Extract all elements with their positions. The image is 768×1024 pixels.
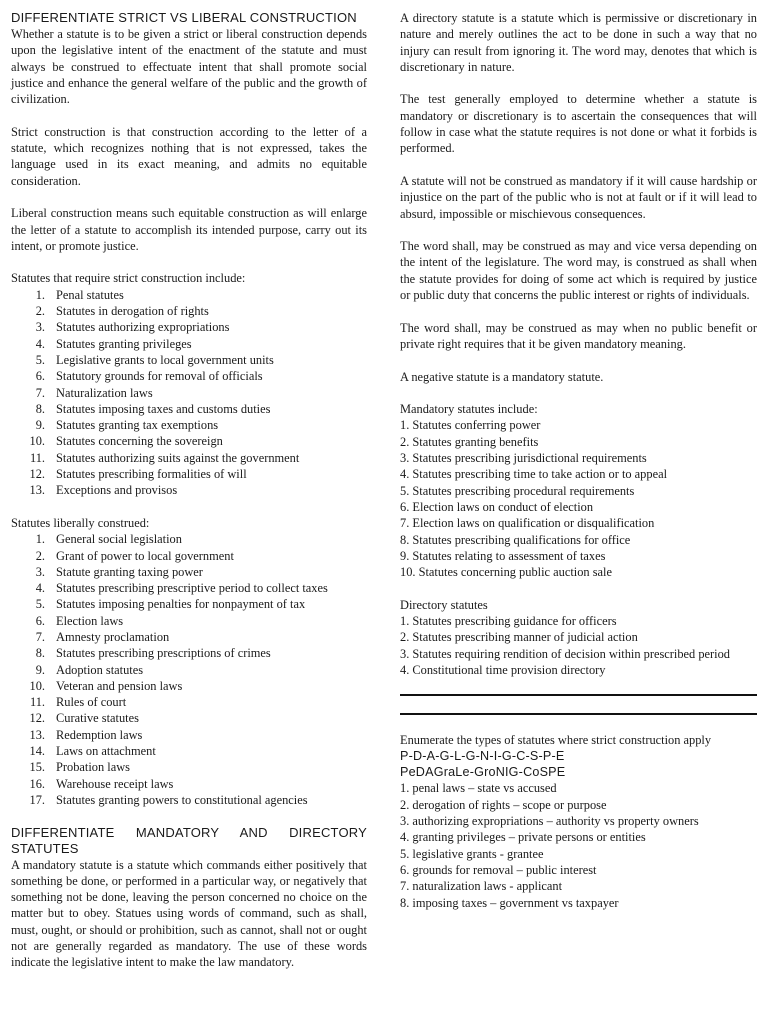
list-number: 1. [35,532,45,547]
liberal-list-item [11,694,367,710]
list-number: 17. [29,792,45,807]
mandatory-list-item: 2. Statutes granting benefits [400,434,539,449]
directory-list-item: 3. Statutes requiring rendition of decision within prescribed period [400,646,730,661]
list-number: 8. [35,401,45,416]
directory-list-item: 4. Constitutional time provision directory [400,662,606,677]
mandatory-list-item: 6. Election laws on conduct of election [400,499,594,514]
list-number: 9. [35,418,45,433]
list-text: Warehouse receipt laws [56,776,174,791]
liberal-list-intro: Statutes liberally construed: [11,515,150,530]
mandatory-statutes-list [400,417,757,580]
liberal-list-item [11,580,367,596]
list-number: 13. [29,727,45,742]
mandatory-list-item: 4. Statutes prescribing time to take action or to appeal [400,467,668,482]
list-text: Statutes in derogation of rights [56,304,209,319]
list-text: Statutes authorizing suits against the government [56,450,300,465]
list-number: 3. [35,564,45,579]
paragraph-shall-may: The word shall, may be construed as may and vice versa depending on the intent of the legislature. The word may, is construed as shall when the statute provides for doing of some act which is required by justice or public duty that concerns the public interest or rights of individuals. [400,239,757,303]
list-text: Legislative grants to local government units [56,352,274,367]
strict-list-item [11,336,367,352]
paragraph-directory-statute: A directory statute is a statute which is permissive or discretionary in nature and merely outlines the act to be done in such a way that no injury can result from ignoring it. The word may, denotes that which is discretionary in nature. [400,11,757,74]
paragraph-hardship: A statute will not be construed as mandatory if it will cause hardship or injustice on the part of the public who is not at fault or if it will lead to absurd, impossible or mischievous consequences. [400,173,757,221]
mandatory-list-item: 3. Statutes prescribing jurisdictional requirements [400,451,647,466]
list-text: Statutes granting privileges [56,336,192,351]
mandatory-list-intro: Mandatory statutes include: [400,402,538,417]
mnemonic-word: PeDAGraLe-GroNIG-CoSPE [400,765,566,780]
list-text: Election laws [56,613,124,628]
liberal-list-item [11,727,367,743]
list-number: 10. [29,434,45,449]
list-number: 11. [29,695,45,710]
list-number: 9. [35,662,45,677]
strict-list-item [11,303,367,319]
strict-list-item [11,417,367,433]
list-number: 1. [35,287,45,302]
list-number: 7. [35,629,45,644]
list-text: Laws on attachment [56,744,156,759]
list-text: General social legislation [56,532,182,547]
liberal-list-item [11,548,367,564]
paragraph-negative-statute: A negative statute is a mandatory statute. [400,369,604,384]
strict-list-item [11,287,367,303]
liberal-list-item [11,743,367,759]
liberal-list-item [11,564,367,580]
list-number: 16. [29,776,45,791]
list-text: Statutes prescribing formalities of will [56,467,247,482]
list-text: Adoption statutes [56,662,144,677]
list-text: Rules of court [56,695,127,710]
list-text: Statutes imposing penalties for nonpayment of tax [56,597,306,612]
list-text: Statutes prescribing prescriptive period to collect taxes [56,581,328,596]
directory-statutes-list [400,613,757,678]
list-number: 5. [35,352,45,367]
strict-list-item [11,319,367,335]
list-number: 10. [29,678,45,693]
paragraph-test: The test generally employed to determine whether a statute is mandatory or discretionary is to ascertain the consequences that will follow in case what the statute requires is not done or what it forbids is performed. [400,92,757,156]
mandatory-list-item: 8. Statutes prescribing qualifications for office [400,532,631,547]
liberal-list-item [11,792,367,808]
strict-list-item [11,401,367,417]
liberal-list-item [11,596,367,612]
list-number: 2. [35,304,45,319]
list-text: Statutes imposing taxes and customs duties [56,401,271,416]
list-text: Probation laws [56,760,130,775]
list-number: 14. [29,744,45,759]
list-number: 12. [29,467,45,482]
strict-list-item [11,466,367,482]
list-number: 2. [35,548,45,563]
liberal-list-item [11,710,367,726]
list-number: 11. [29,450,45,465]
list-text: Curative statutes [56,711,139,726]
heading-strict-vs-liberal: DIFFERENTIATE STRICT VS LIBERAL CONSTRUCTION [11,10,357,25]
list-number: 12. [29,711,45,726]
strict-construction-list [11,287,367,499]
paragraph-intent: Whether a statute is to be given a strict or liberal construction depends upon the legislative intent of the enactment of the statute and must always be construed to effectuate intent that shall promote social justice and enhance the general welfare of the public and the growth of civilization. [11,27,367,107]
list-text: Amnesty proclamation [56,629,170,644]
list-number: 8. [35,646,45,661]
strict-list-intro: Statutes that require strict construction include: [11,271,246,286]
liberal-list-item [11,629,367,645]
enumerate-list-item: 6. grounds for removal – public interest [400,862,597,877]
list-number: 15. [29,760,45,775]
list-text: Grant of power to local government [56,548,234,563]
enumerate-list-item: 2. derogation of rights – scope or purpose [400,797,607,812]
list-number: 4. [35,336,45,351]
left-column [11,10,367,971]
list-text: Penal statutes [56,287,124,302]
heading-mandatory-vs-directory: DIFFERENTIATE MANDATORY AND DIRECTORY STATUTES [11,824,367,856]
enumerate-list-item: 1. penal laws – state vs accused [400,781,557,796]
directory-list-intro: Directory statutes [400,597,488,612]
list-number: 6. [35,613,45,628]
list-text: Statutory grounds for removal of officials [56,369,263,384]
paragraph-mandatory-statute: A mandatory statute is a statute which commands either positively that something be done, or performed in a particular way, or negatively that something not be done, leaving the person concerned no choice on the matter but to obey. Statues using words of command, such as shall, must, ought, or should or prohibition, such as cannot, shall not or ought not are generally regarded as mandatory. The use of these words indicate the legislative intent to make the law mandatory. [11,857,367,970]
mandatory-list-item: 5. Statutes prescribing procedural requirements [400,483,635,498]
liberal-list-item [11,776,367,792]
enumerate-title: Enumerate the types of statutes where strict construction apply [400,733,712,748]
enumerate-list [400,780,757,910]
list-number: 5. [35,597,45,612]
mandatory-list-item: 10. Statutes concerning public auction sale [400,565,612,580]
liberal-list-item [11,759,367,775]
right-column [400,10,757,911]
liberal-construction-list [11,531,367,808]
list-number: 7. [35,385,45,400]
list-text: Statutes granting powers to constitutional agencies [56,792,308,807]
enumerate-list-item: 4. granting privileges – private persons or entities [400,830,646,845]
liberal-list-item [11,531,367,547]
strict-list-item [11,433,367,449]
liberal-list-item [11,645,367,661]
strict-list-item [11,385,367,401]
liberal-list-item [11,613,367,629]
list-number: 13. [29,483,45,498]
list-number: 4. [35,581,45,596]
list-number: 6. [35,369,45,384]
list-text: Redemption laws [56,727,143,742]
directory-list-item: 1. Statutes prescribing guidance for officers [400,613,617,628]
list-number: 3. [35,320,45,335]
list-text: Veteran and pension laws [56,678,183,693]
mandatory-list-item: 9. Statutes relating to assessment of taxes [400,548,606,563]
mnemonic-letters: P-D-A-G-L-G-N-I-G-C-S-P-E [400,749,565,764]
paragraph-shall-as-may: The word shall, may be construed as may when no public benefit or private right requires that it be given mandatory meaning. [400,320,757,351]
strict-list-item [11,450,367,466]
liberal-list-item [11,678,367,694]
enumerate-list-item: 3. authorizing expropriations – authority vs property owners [400,814,699,829]
mandatory-list-item: 1. Statutes conferring power [400,418,541,433]
strict-list-item [11,352,367,368]
enumerate-list-item: 7. naturalization laws - applicant [400,879,563,894]
list-text: Statutes concerning the sovereign [56,434,223,449]
mandatory-list-item: 7. Election laws on qualification or disqualification [400,516,655,531]
list-text: Statutes prescribing prescriptions of crimes [56,646,271,661]
enumerate-list-item: 5. legislative grants - grantee [400,846,544,861]
list-text: Exceptions and provisos [56,483,178,498]
strict-list-item [11,482,367,498]
list-text: Statute granting taxing power [56,564,203,579]
paragraph-strict-construction: Strict construction is that construction according to the letter of a statute, which recognizes nothing that is not expressed, takes the language used in its exact meaning, and admits no equitable consideration. [11,124,367,188]
directory-list-item: 2. Statutes prescribing manner of judicial action [400,630,638,645]
strict-list-item [11,368,367,384]
list-text: Naturalization laws [56,385,153,400]
list-text: Statutes granting tax exemptions [56,418,219,433]
list-text: Statutes authorizing expropriations [56,320,230,335]
paragraph-liberal-construction: Liberal construction means such equitable construction as will enlarge the letter of a statute to accomplish its intended purpose, carry out its intent, or promote justice. [11,206,367,253]
enumerate-list-item: 8. imposing taxes – government vs taxpayer [400,895,619,910]
liberal-list-item [11,662,367,678]
